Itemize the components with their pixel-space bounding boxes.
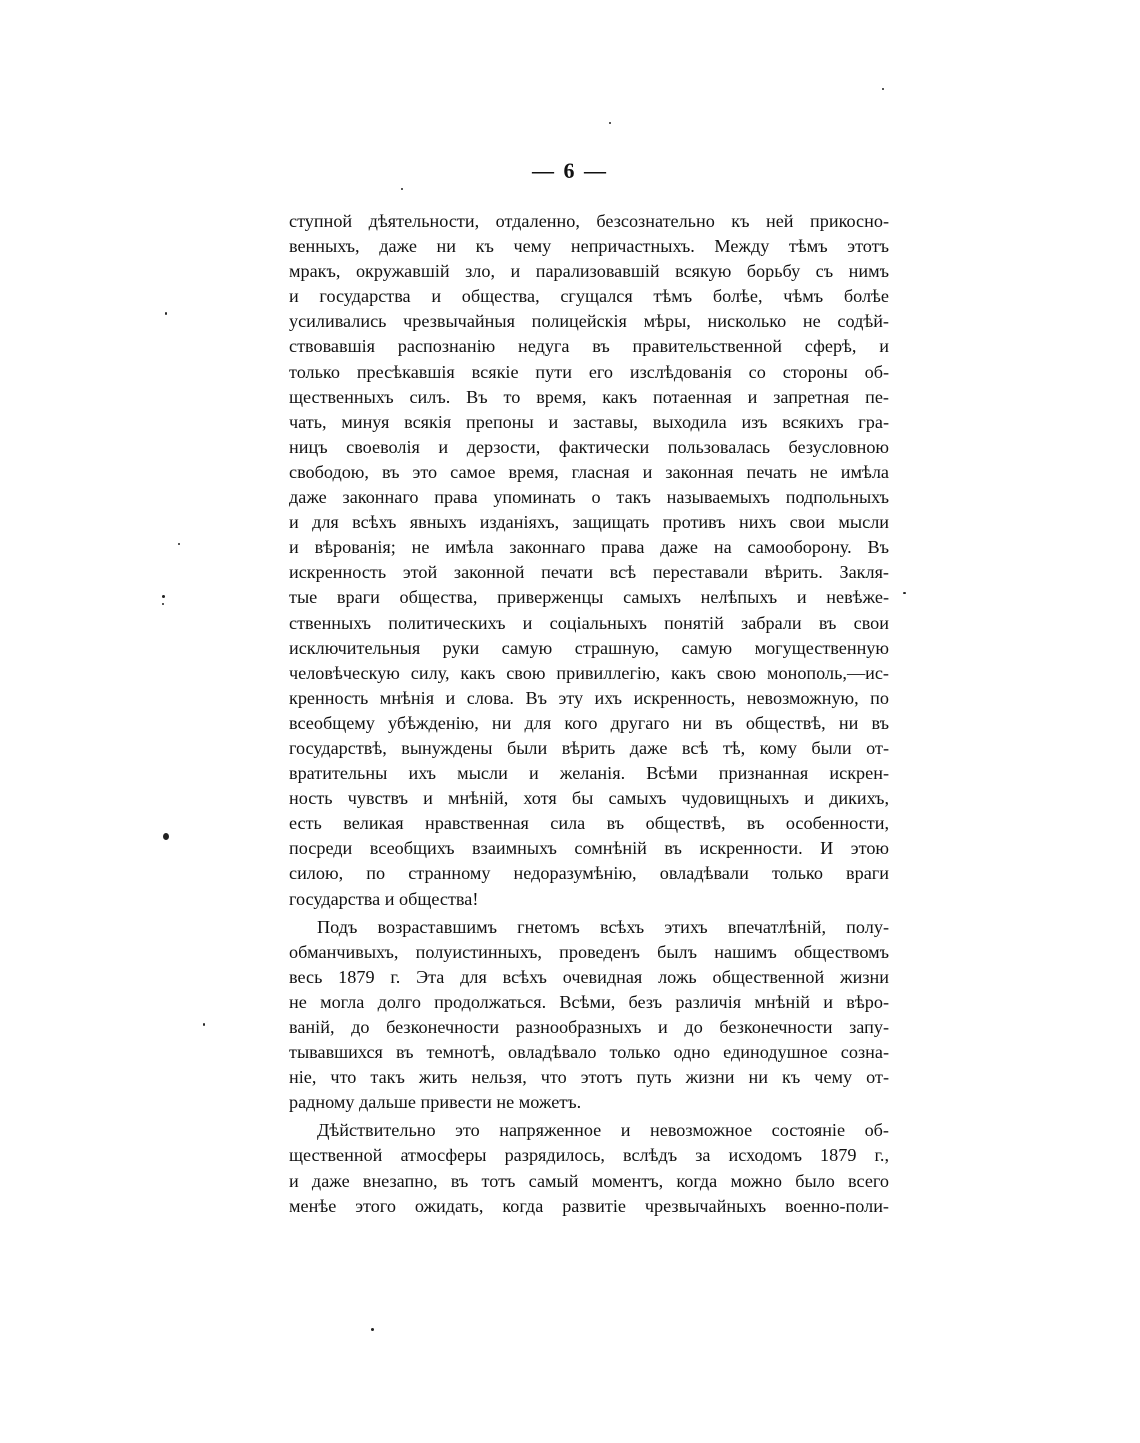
- text-line: и государства и общества, сгущался тѣмъ болѣе, чѣмъ болѣе: [289, 286, 889, 307]
- scan-speck: [609, 122, 611, 124]
- text-line: тывавшихся въ темнотѣ, овладѣвало только одно единодушное созна-: [289, 1042, 889, 1063]
- scan-speck: [882, 88, 884, 90]
- text-line: щественныхъ силъ. Въ то время, какъ потаенная и запретная пе-: [289, 386, 889, 407]
- text-line: человѣческую силу, какъ свою привиллегію, какъ свою монополь,—ис-: [289, 662, 889, 683]
- scan-speck: [162, 603, 164, 605]
- text-line: Дѣйствительно это напряженное и невозможное состояніе об-: [317, 1120, 889, 1141]
- text-line: исключительныя руки самую страшную, самую могущественную: [289, 637, 889, 658]
- scan-speck: [401, 188, 403, 190]
- text-line: обманчивыхъ, полуистинныхъ, проведенъ былъ нашимъ обществомъ: [289, 941, 889, 962]
- text-line: тые враги общества, приверженцы самыхъ нелѣпыхъ и невѣже-: [289, 587, 889, 608]
- scan-speck: [178, 543, 180, 545]
- text-line: Подъ возраставшимъ гнетомъ всѣхъ этихъ впечатлѣній, полу-: [317, 916, 889, 937]
- text-line: ственныхъ политическихъ и соціальныхъ понятій забрали въ свои: [289, 612, 889, 633]
- paragraph-1: [289, 209, 889, 912]
- text-line: усиливались чрезвычайныя полицейскія мѣры, нисколько не содѣй-: [289, 311, 889, 332]
- text-line: государствѣ, вынуждены были вѣрить даже всѣ тѣ, кому были от-: [289, 737, 889, 758]
- scan-speck: [203, 1023, 205, 1026]
- scan-speck: [165, 312, 167, 315]
- text-line: ницъ своеволія и дерзости, фактически пользовалась безусловною: [289, 436, 889, 457]
- text-line: весь 1879 г. Эта для всѣхъ очевидная ложь общественной жизни: [289, 966, 889, 987]
- scan-speck: [903, 592, 906, 594]
- text-line: ніе, что такъ жить нельзя, что этотъ путь жизни ни къ чему от-: [289, 1067, 889, 1088]
- text-line: не могла долго продолжаться. Всѣми, безъ различія мнѣній и вѣро-: [289, 991, 889, 1012]
- text-line: есть великая нравственная сила въ обществѣ, въ особенности,: [289, 813, 889, 834]
- scan-speck: [163, 833, 169, 840]
- text-line: свободою, въ это самое время, гласная и законная печать не имѣла: [289, 461, 889, 482]
- text-line: вратительны ихъ мысли и желанія. Всѣми признанная искрен-: [289, 763, 889, 784]
- text-line: радному дальше привести не можетъ.: [289, 1092, 582, 1113]
- page-number: — 6 —: [532, 158, 608, 183]
- scan-speck: [371, 1328, 374, 1331]
- text-line: мракъ, окружавшій зло, и парализовавшій всякую борьбу съ нимъ: [289, 261, 889, 282]
- text-line: и вѣрованія; не имѣла законнаго права даже на самооборону. Въ: [289, 537, 889, 558]
- text-line: менѣе этого ожидать, когда развитіе чрезвычайныхъ военно-поли-: [289, 1195, 889, 1216]
- body-text: [289, 209, 889, 1219]
- text-line: венныхъ, даже ни къ чему непричастныхъ. Между тѣмъ этотъ: [289, 236, 889, 257]
- paragraph-3: [289, 1118, 889, 1218]
- text-line: кренность мнѣнія и слова. Въ эту ихъ искренность, невозможную, по: [289, 687, 889, 708]
- text-line: ность чувствъ и мнѣній, хотя бы самыхъ чудовищныхъ и дикихъ,: [289, 788, 889, 809]
- text-line: посреди всеобщихъ взаимныхъ сомнѣній въ искренности. И этою: [289, 838, 889, 859]
- text-line: чать, минуя всякія препоны и заставы, выходила изъ всякихъ гра-: [289, 411, 889, 432]
- text-line: ваній, до безконечности разнообразныхъ и до безконечности запу-: [289, 1017, 889, 1037]
- text-line: даже законнаго права упоминать о такъ называемыхъ подпольныхъ: [289, 487, 889, 508]
- text-line: всеобщему убѣжденію, ни для кого другаго ни въ обществѣ, ни въ: [289, 712, 889, 733]
- text-line: только пресѣкавшія всякіе пути его изслѣдованія со стороны об-: [289, 361, 889, 382]
- text-line: силою, по странному недоразумѣнію, овладѣвали только враги: [289, 863, 889, 884]
- paragraph-2: [289, 915, 889, 1116]
- text-line: государства и общества!: [289, 888, 479, 909]
- text-line: ствовавшія распознанію недуга въ правительственной сферѣ, и: [289, 336, 889, 357]
- text-line: ступной дѣятельности, отдаленно, безсознательно къ ней прикосно-: [289, 211, 889, 231]
- scan-speck: [162, 595, 165, 598]
- text-line: и даже внезапно, въ тотъ самый моментъ, когда можно было всего: [289, 1170, 889, 1191]
- text-line: щественной атмосферы разрядилось, вслѣдъ за исходомъ 1879 г.,: [289, 1145, 889, 1166]
- text-line: и для всѣхъ явныхъ изданіяхъ, защищать противъ нихъ свои мысли: [289, 512, 889, 533]
- text-line: искренность этой законной печати всѣ переставали вѣрить. Закля-: [289, 562, 889, 583]
